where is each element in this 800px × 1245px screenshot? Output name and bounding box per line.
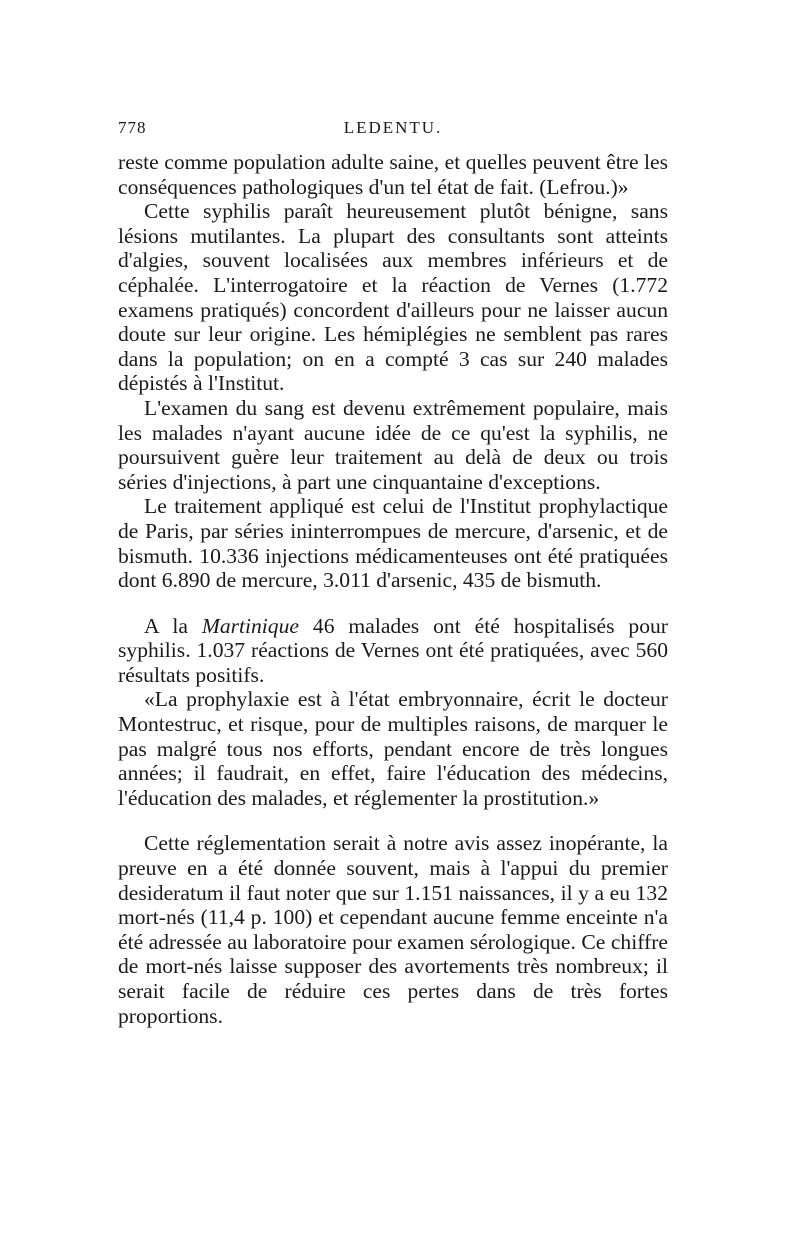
paragraph-treatment: Le traitement appliqué est celui de l'Institut prophylactique de Paris, par séries ininterrompues de mercure, d'arsenic, et de bismuth. 10.336 injections médicamenteuses ont été pratiquées dont 6.890 de mercure, 3.011 d'arsenic, 435 de bismuth. — [118, 494, 668, 593]
martinique-place: Martinique — [201, 613, 299, 638]
paragraph-syphilis-benign: Cette syphilis paraît heureusement plutôt bénigne, sans lésions mutilantes. La plupart des consultants sont atteints d'algies, souvent localisées aux membres inférieurs et de céphalée. L'interrogatoire et la réaction de Vernes (1.772 examens pratiqués) concordent d'ailleurs pour ne laisser aucun doute sur leur origine. Les hémiplégies ne semblent pas rares dans la population; on en a compté 3 cas sur 240 malades dépistés à l'Institut. — [118, 199, 668, 396]
page-number: 778 — [118, 118, 147, 137]
paragraph-blood-exam: L'examen du sang est devenu extrêmement populaire, mais les malades n'ayant aucune idée de ce qu'est la syphilis, ne poursuivent guère leur traitement au delà de deux ou trois séries d'injections, à part une cinquantaine d'exceptions. — [118, 395, 668, 494]
body-text — [118, 150, 668, 1028]
paragraph-regulation: Cette réglementation serait à notre avis assez inopérante, la preuve en a été donnée souvent, mais à l'appui du premier desideratum il faut noter que sur 1.151 naissances, il y a eu 132 mort-nés (11,4 p. 100) et cependant aucune femme enceinte n'a été adressée au laboratoire pour examen sérologique. Ce chiffre de mort-nés laisse supposer des avortements très nombreux; il serait facile de réduire ces pertes dans de très fortes proportions. — [118, 831, 668, 1028]
paragraph-continuation: reste comme population adulte saine, et quelles peuvent être les conséquences pathologiques d'un tel état de fait. (Lefrou.)» — [118, 150, 668, 199]
page-header — [118, 118, 668, 142]
martinique-count: 46 malades ont été hospitalisés — [299, 613, 629, 638]
paragraph-martinique — [118, 614, 668, 688]
martinique-prefix: A la — [144, 613, 202, 638]
paragraph-montestruc-quote: «La prophylaxie est à l'état embryonnaire, écrit le docteur Montestruc, et risque, pour de multiples raisons, de marquer le pas malgré tous nos efforts, pendant encore de très longues années; il faudrait, en effet, faire l'éducation des médecins, l'éducation des malades, et réglementer la prostitution.» — [118, 687, 668, 810]
martinique-rest: pour syphilis. 1.037 réactions de Vernes ont été pratiquées, avec 560 résultats positifs. — [118, 613, 668, 687]
running-head: LEDENTU. — [343, 118, 443, 137]
